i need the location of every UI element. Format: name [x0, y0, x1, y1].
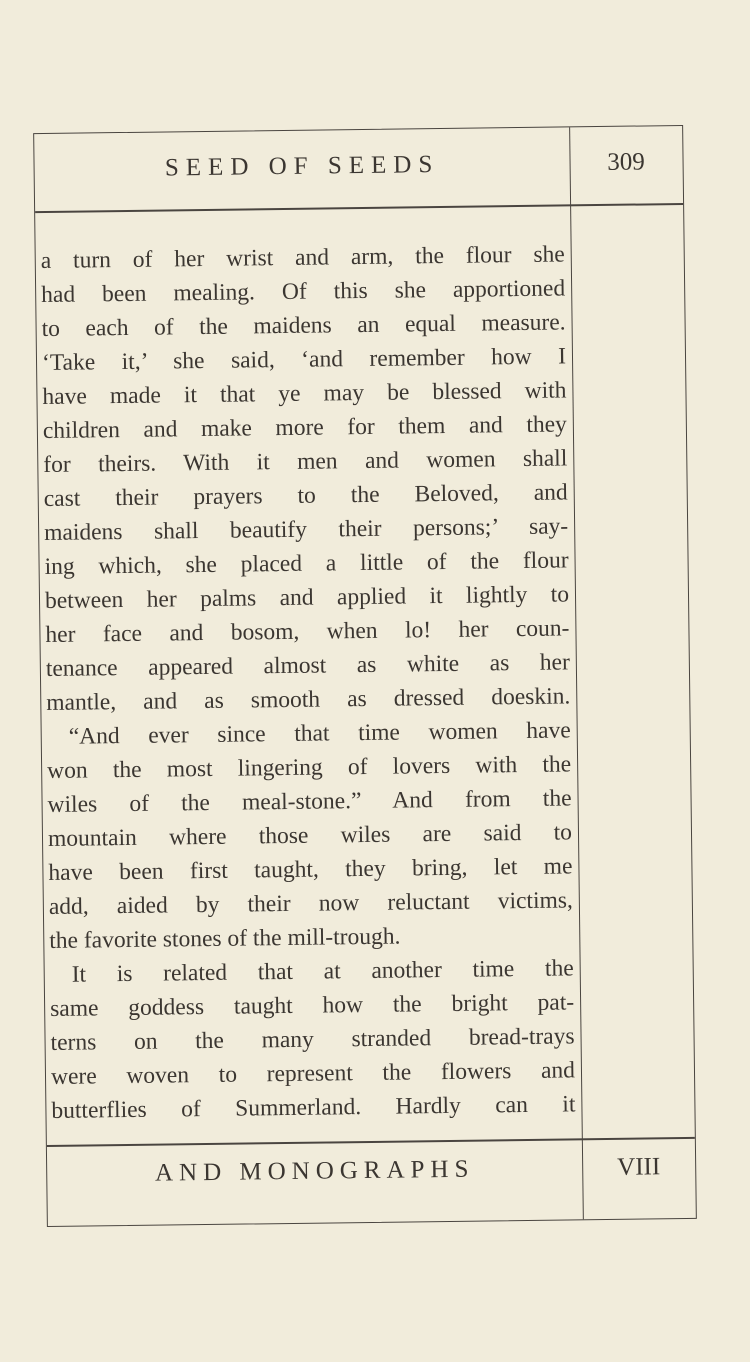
text-line: for theirs. With it men and women shall: [43, 445, 568, 479]
text-line: It is related that at another time the: [71, 955, 574, 988]
text-line: wiles of the meal-stone.” And from the: [47, 785, 572, 818]
text-line: to each of the maidens an equal measure.: [41, 309, 566, 343]
page-number: 309: [607, 148, 645, 176]
text-line: a turn of her wrist and arm, the flour she: [40, 241, 565, 275]
text-line: ‘Take it,’ she said, ‘and remember how I: [41, 343, 567, 377]
body-text: [41, 237, 576, 1128]
text-line: children and make more for them and they: [42, 411, 568, 445]
text-line: were woven to represent the flowers and: [50, 1057, 576, 1090]
text-line: “And ever since that time women have: [68, 717, 571, 750]
header-rule: [35, 203, 683, 213]
text-line: cast their prayers to the Beloved, and: [43, 479, 568, 513]
text-line: add, aided by their now reluctant victims,: [48, 887, 573, 920]
text-line: mountain where those wiles are said to: [47, 819, 573, 852]
text-line: maidens shall beautify their persons;’ say-: [44, 513, 569, 547]
text-line: between her palms and applied it lightly to: [44, 581, 570, 615]
text-line: same goddess taught how the bright pat-: [49, 989, 575, 1022]
page-frame: [33, 125, 697, 1227]
text-line: terns on the many stranded bread-trays: [50, 1023, 575, 1056]
text-line: won the most lingering of lovers with the: [47, 751, 572, 785]
text-line: have been first taught, they bring, let me: [48, 853, 573, 886]
text-line: the favorite stones of the mill-trough.: [49, 923, 401, 954]
text-line: had been mealing. Of this she apportioned: [41, 275, 566, 309]
text-line: ing which, she placed a little of the flour: [44, 547, 569, 581]
text-line: her face and bosom, when lo! her coun-: [45, 615, 570, 649]
running-title: SEED OF SEEDS: [164, 151, 440, 182]
series-title: AND MONOGRAPHS: [154, 1155, 475, 1187]
text-line: mantle, and as smooth as dressed doeskin.: [46, 683, 571, 717]
footer-rule: [47, 1137, 695, 1147]
text-line: tenance appeared almost as white as her: [45, 649, 571, 683]
text-line: have made it that ye may be blessed with: [42, 377, 567, 411]
text-line: butterflies of Summerland. Hardly can it: [51, 1091, 576, 1124]
volume-number: VIII: [617, 1153, 661, 1181]
